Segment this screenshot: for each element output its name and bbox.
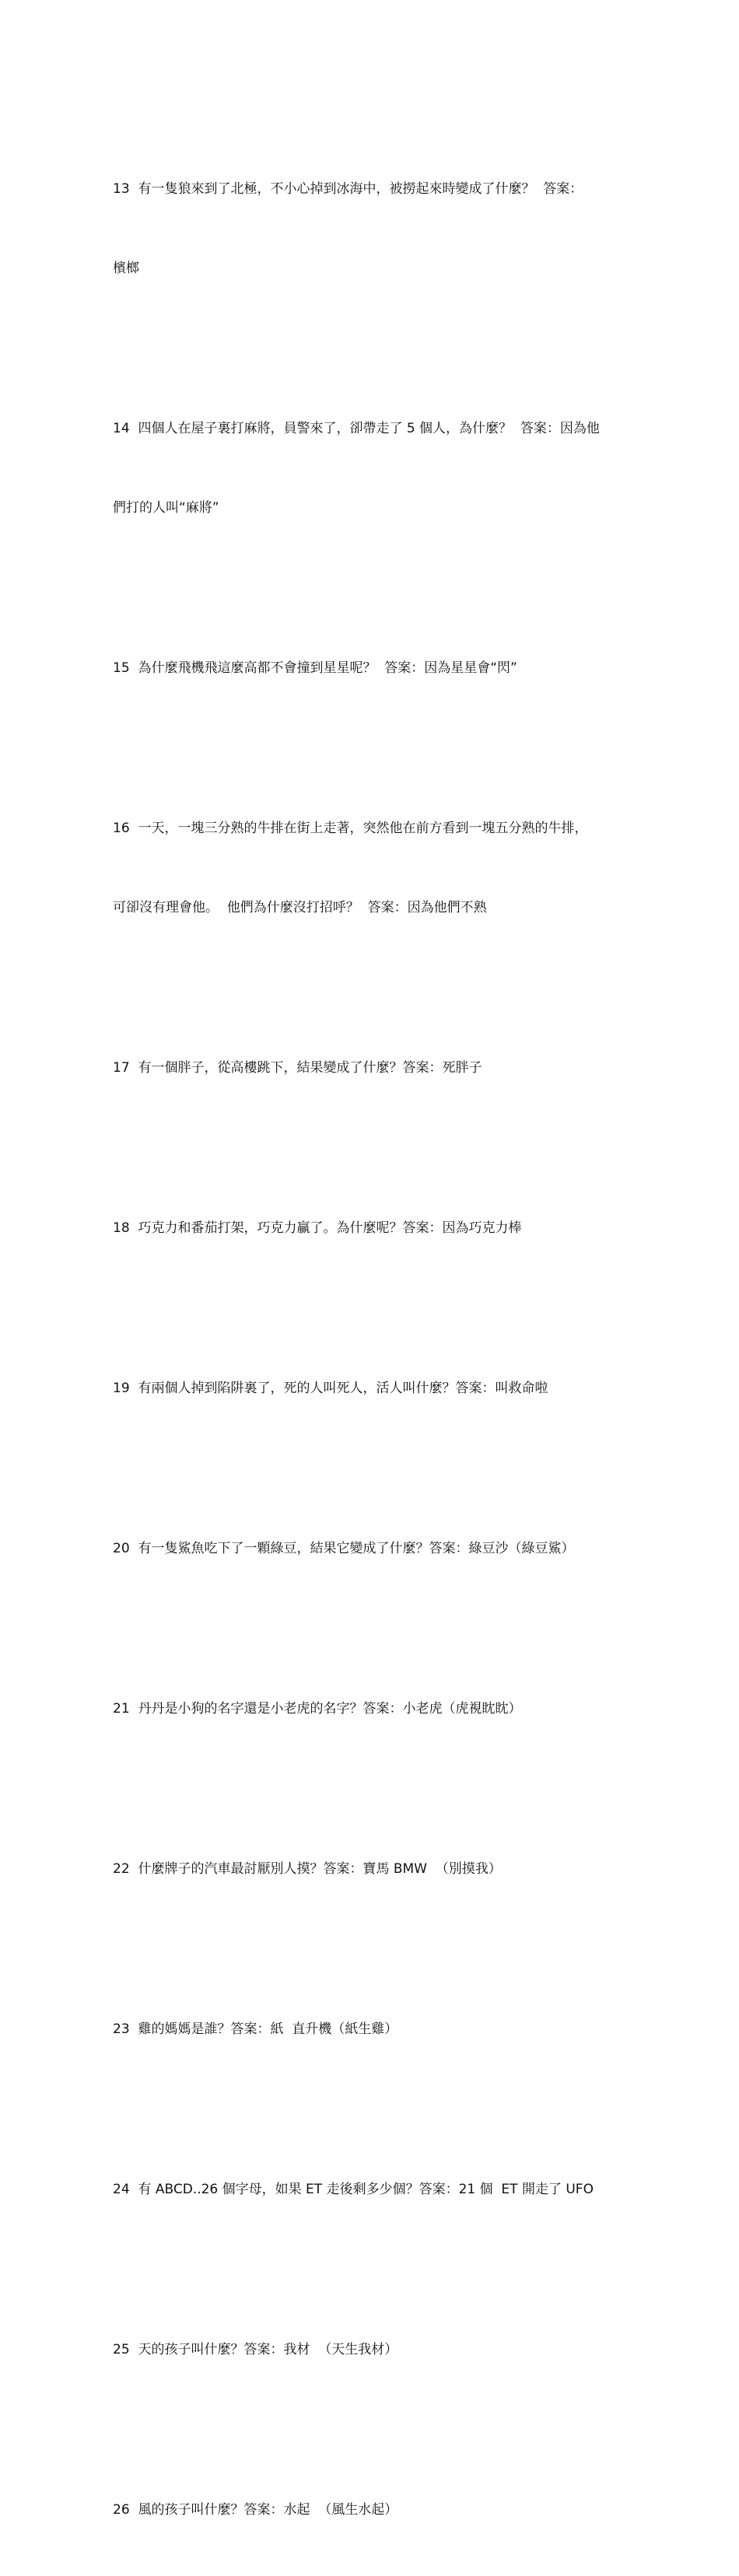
riddle-item-15	[113, 602, 638, 734]
riddle-item-19	[113, 1322, 638, 1454]
riddle-item-22	[113, 1803, 638, 1935]
riddle-text: 可卻沒有理會他。 他們為什麼沒打招呼？ 答案：因為他們不熟	[113, 900, 487, 915]
riddle-item-14	[113, 362, 638, 574]
riddle-item-17	[113, 1002, 638, 1134]
riddle-text: 21 丹丹是小狗的名字還是小老虎的名字？答案：小老虎（虎視眈眈）	[113, 1701, 522, 1717]
riddle-text: 20 有一隻鯊魚吃下了一顆綠豆，結果它變成了什麼？答案：綠豆沙（綠豆鯊）	[113, 1541, 575, 1556]
riddle-item-24	[113, 2123, 638, 2256]
riddle-item-20	[113, 1482, 638, 1615]
riddle-item-26	[113, 2444, 638, 2576]
riddle-text: 26 風的孩子叫什麼？答案：水起 （風生水起）	[113, 2502, 398, 2518]
riddle-list	[113, 123, 638, 2576]
riddle-item-25	[113, 2284, 638, 2416]
riddle-text: 15 為什麼飛機飛這麼高都不會撞到星星呢？ 答案：因為星星會“閃”	[113, 660, 517, 676]
riddle-text: 23 雞的媽媽是誰？答案：紙 直升機（紙生雞）	[113, 2021, 398, 2037]
riddle-item-18	[113, 1162, 638, 1294]
riddle-text: 們打的人叫“麻將”	[113, 500, 219, 516]
riddle-item-21	[113, 1643, 638, 1775]
riddle-text: 19 有兩個人掉到陷阱裏了，死的人叫死人，活人叫什麼？答案：叫救命啦	[113, 1381, 548, 1396]
riddle-text: 24 有 ABCD..26 個字母，如果 ET 走後剩多少個？答案：21 個 ET 開走了 UFO	[113, 2182, 594, 2197]
riddle-text: 25 天的孩子叫什麼？答案：我材 （天生我材）	[113, 2342, 398, 2357]
riddle-text: 14 四個人在屋子裏打麻將，員警來了，卻帶走了 5 個人，為什麼？ 答案：因為他	[113, 421, 600, 436]
riddle-text: 16 一天，一塊三分熟的牛排在街上走著，突然他在前方看到一塊五分熟的牛排，	[113, 821, 588, 836]
riddle-item-16	[113, 762, 638, 974]
riddle-text: 18 巧克力和番茄打架，巧克力贏了。為什麼呢？答案：因為巧克力棒	[113, 1220, 522, 1236]
riddle-text: 17 有一個胖子，從高樓跳下，結果變成了什麼？答案：死胖子	[113, 1060, 482, 1076]
riddle-text: 22 什麼牌子的汽車最討厭別人摸？答案：寶馬 BMW （別摸我）	[113, 1861, 502, 1877]
riddle-text: 檳榔	[113, 261, 139, 276]
riddle-item-13	[113, 123, 638, 334]
riddle-text: 13 有一隻狼來到了北極，不小心掉到冰海中，被撈起來時變成了什麼？ 答案：	[113, 181, 583, 197]
riddle-item-23	[113, 1963, 638, 2095]
